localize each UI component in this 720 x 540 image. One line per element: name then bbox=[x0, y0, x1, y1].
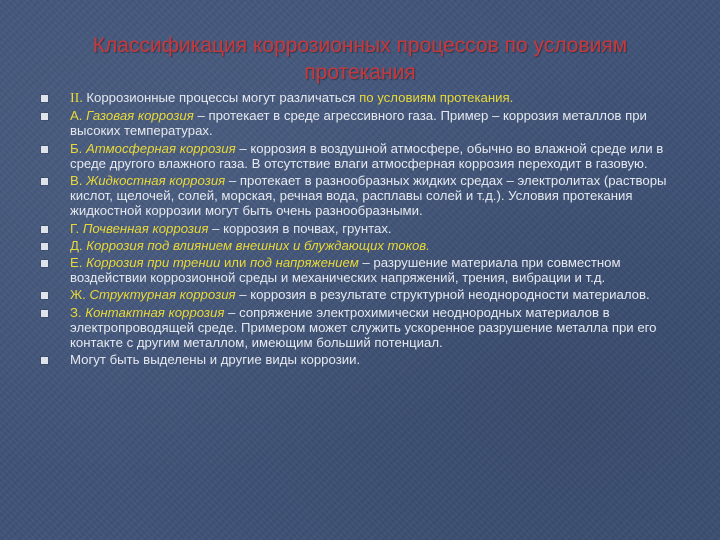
item-term: Жидкостная коррозия bbox=[86, 173, 226, 189]
square-bullet-icon bbox=[41, 113, 48, 120]
item-text: Могут быть выделены и другие виды коррозии. bbox=[70, 352, 361, 368]
item-term: Коррозия при трении bbox=[86, 255, 221, 271]
list-item bbox=[40, 221, 682, 236]
item-term: Структурная коррозия bbox=[89, 287, 236, 303]
item-letter: Б. bbox=[70, 140, 86, 156]
item-letter: Д. bbox=[70, 237, 87, 253]
item-highlight: по условиям протекания. bbox=[359, 90, 514, 105]
square-bullet-icon bbox=[41, 243, 48, 250]
list-item bbox=[40, 238, 682, 253]
list-item bbox=[40, 305, 682, 351]
item-term: Коррозия под влиянием внешних и блуждающих токов. bbox=[86, 237, 430, 253]
item-term: Атмосферная коррозия bbox=[85, 140, 236, 156]
item-roman-label: II. bbox=[70, 91, 87, 106]
list-item bbox=[40, 352, 682, 367]
item-text: – протекает в разнообразных жидких средах – электролитах (растворы кислот, щелочей, солей, морская, речная вода, расплавы солей и т.д.). Условия протекания жидкостной коррозии могут быть очень разнообразными. bbox=[70, 173, 667, 219]
list-item bbox=[40, 255, 682, 285]
item-term: Газовая коррозия bbox=[86, 108, 194, 124]
bullet-list bbox=[40, 90, 682, 369]
list-item bbox=[40, 90, 682, 106]
item-term: Контактная коррозия bbox=[85, 304, 225, 320]
item-text: – коррозия в почвах, грунтах. bbox=[208, 220, 392, 236]
square-bullet-icon bbox=[41, 178, 48, 185]
square-bullet-icon bbox=[41, 95, 48, 102]
list-item bbox=[40, 108, 682, 138]
square-bullet-icon bbox=[41, 292, 48, 299]
item-letter: Е. bbox=[70, 255, 87, 271]
square-bullet-icon bbox=[41, 260, 48, 267]
item-text: – сопряжение электрохимически неоднородных материалов в электропроводящей среде. Примером может служить ускоренное разрушение металла при его контакте с другим металлом, имеющим больший потенциал. bbox=[70, 304, 657, 351]
item-letter: Ж. bbox=[70, 287, 90, 303]
list-item bbox=[40, 287, 682, 302]
square-bullet-icon bbox=[41, 357, 48, 364]
item-text: – коррозия в результате структурной неоднородности материалов. bbox=[235, 287, 650, 303]
item-letter: А. bbox=[70, 108, 87, 124]
square-bullet-icon bbox=[41, 310, 48, 317]
item-letter: З. bbox=[70, 304, 86, 320]
item-term: под напряжением bbox=[250, 255, 359, 271]
list-item bbox=[40, 173, 682, 219]
item-text: – протекает в среде агрессивного газа. Пример – коррозия металлов при высоких температурах. bbox=[70, 108, 647, 139]
item-text: – коррозия в воздушной атмосфере, обычно во влажной среде или в среде другого влажного газа. В отсутствие влаги атмосферная коррозия переходит в газовую. bbox=[70, 140, 664, 171]
item-term: Почвенная коррозия bbox=[82, 220, 209, 236]
item-connector: или bbox=[220, 255, 251, 271]
square-bullet-icon bbox=[41, 226, 48, 233]
item-letter: В. bbox=[70, 173, 87, 189]
item-text: Коррозионные процессы могут различаться bbox=[86, 90, 360, 105]
slide-title: Классификация коррозионных процессов по условиям протекания bbox=[92, 34, 628, 84]
item-text: – разрушение материала при совместном воздействии коррозионной среды и механических напряжений, трения, вибрации и т.д. bbox=[70, 255, 621, 286]
list-item bbox=[40, 141, 682, 171]
square-bullet-icon bbox=[41, 146, 48, 153]
item-letter: Г. bbox=[70, 220, 83, 236]
